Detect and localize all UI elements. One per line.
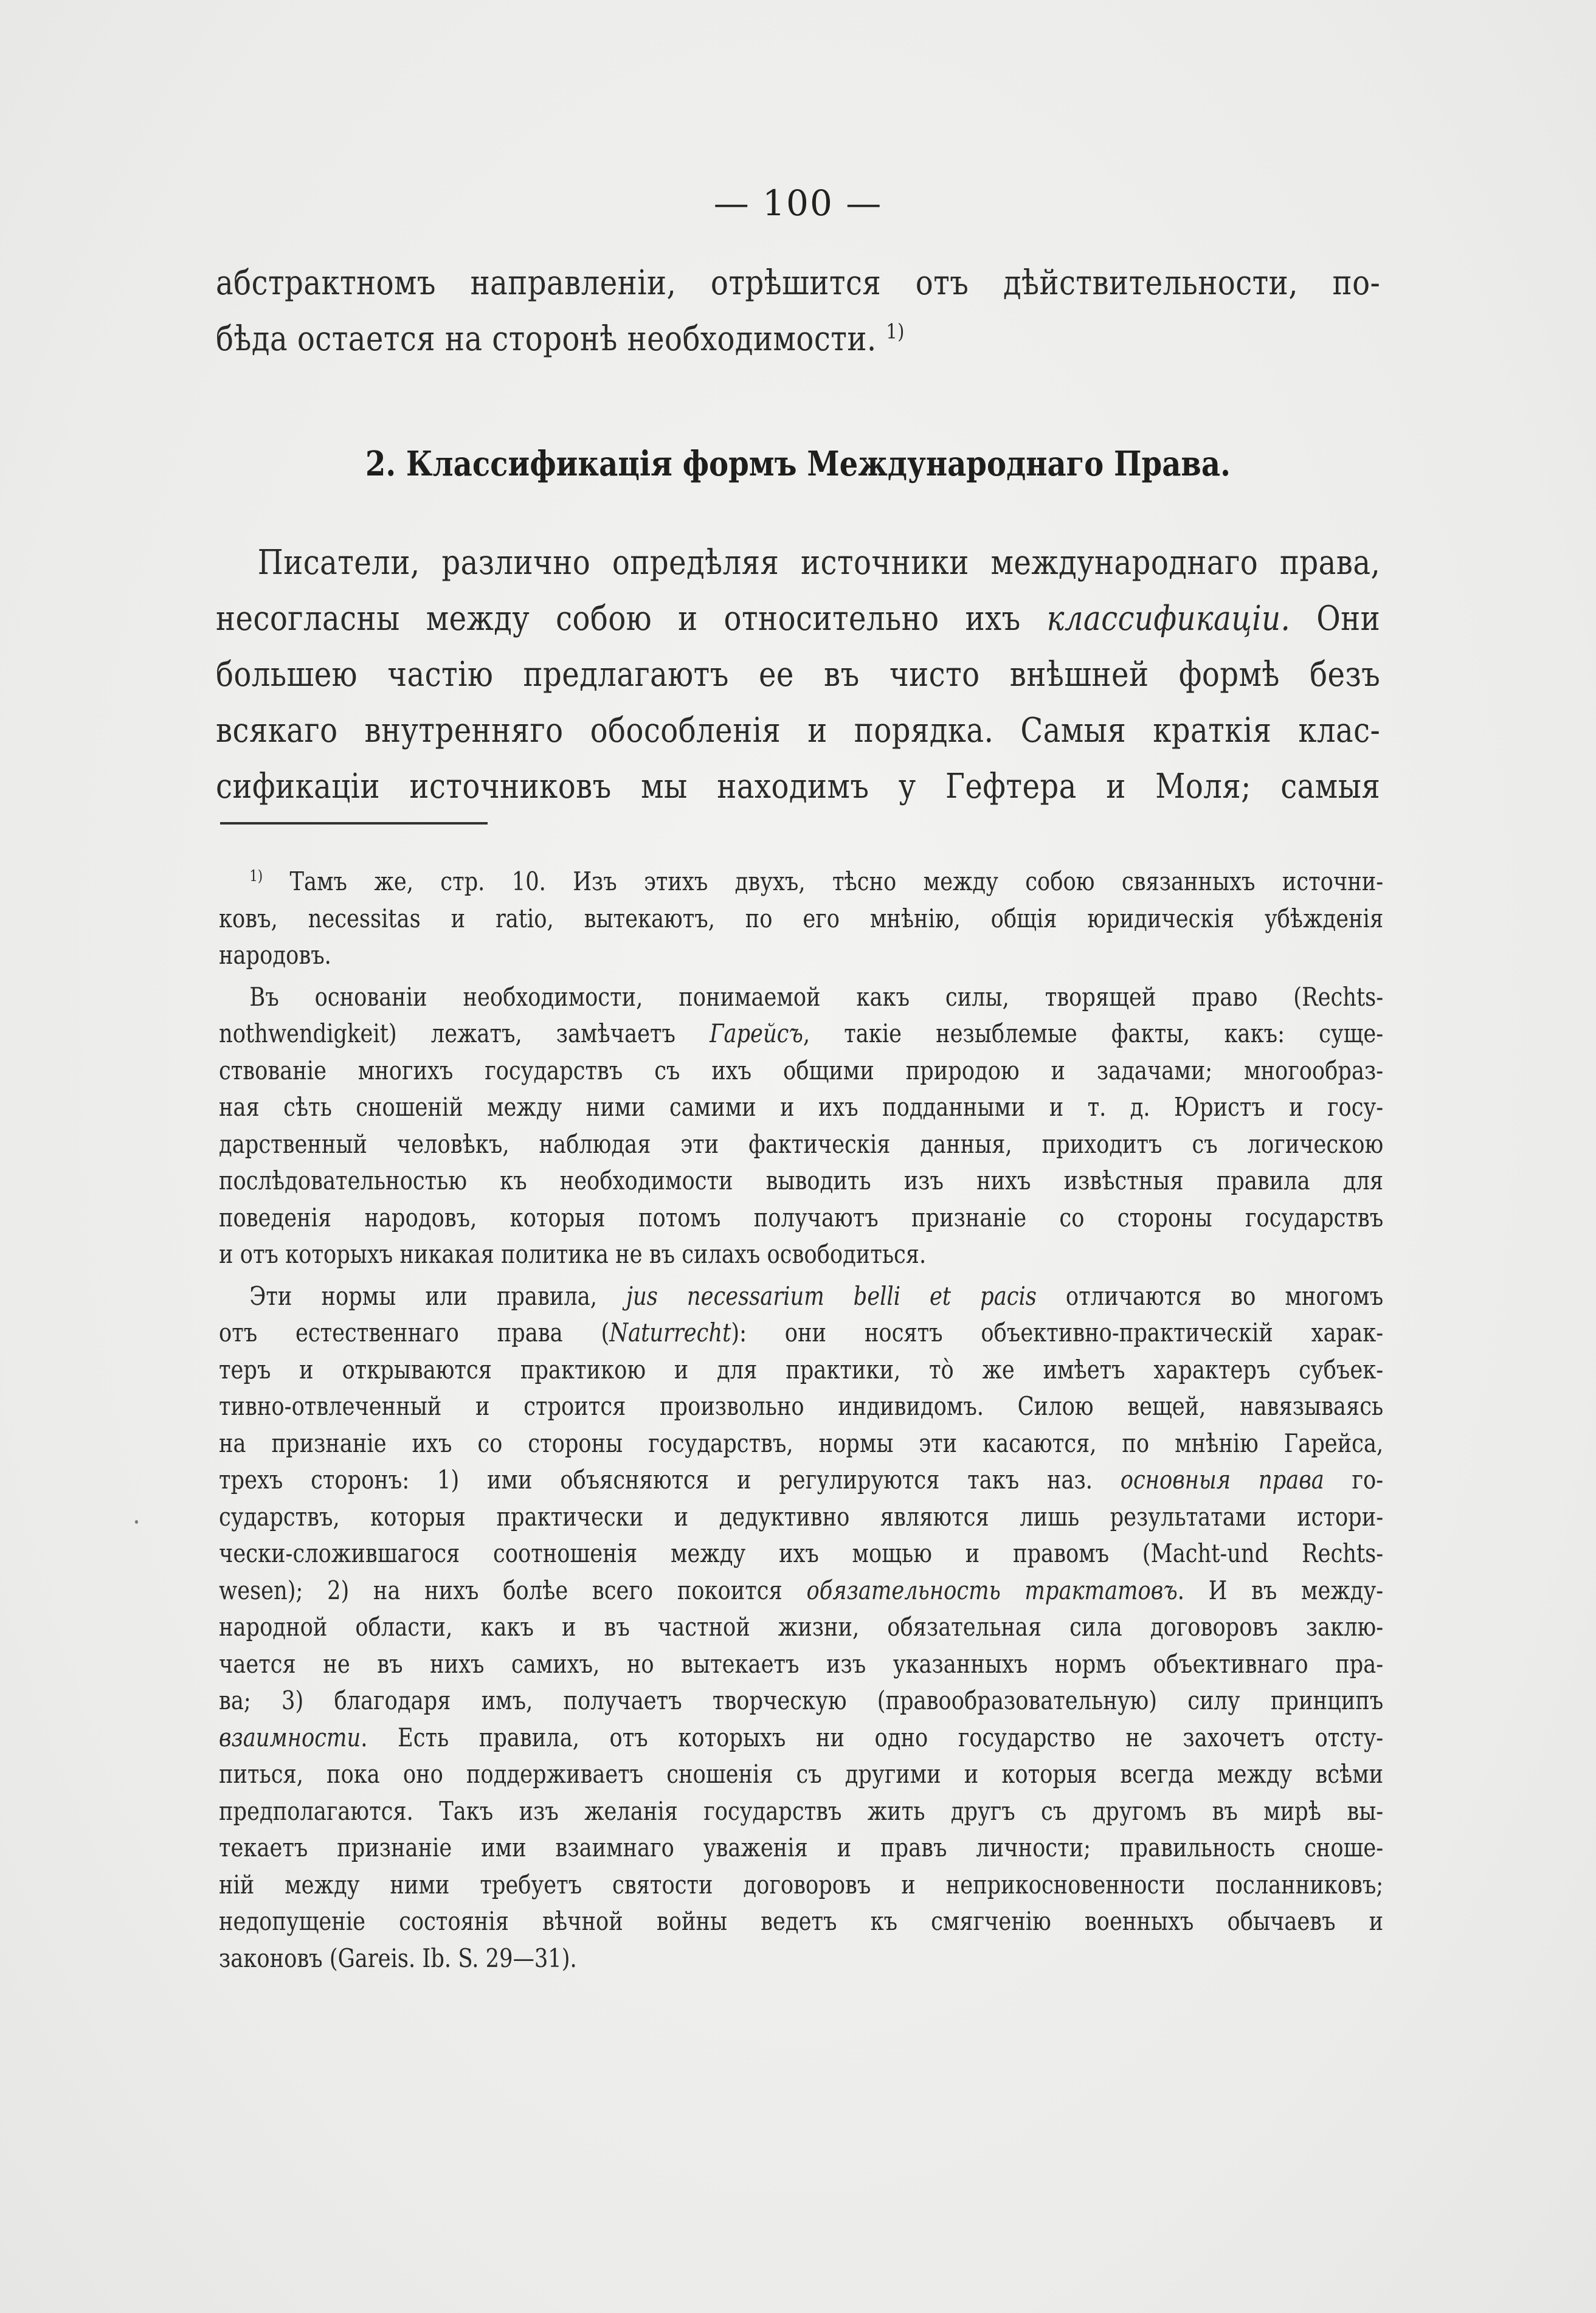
text-segment: Они xyxy=(1290,599,1381,638)
footnote-marker: 1) xyxy=(249,867,263,885)
footnote-line: на признаніе ихъ со стороны государствъ, нормы эти касаются, по мнѣнію Гарейса, xyxy=(219,1428,1384,1458)
footnote-line: народной области, какъ и въ частной жизни, обязательная сила договоровъ заклю- xyxy=(219,1612,1384,1642)
text-segment: трехъ сторонъ: 1) ими объясняются и регулируются такъ наз. xyxy=(219,1465,1121,1495)
footnote-ref[interactable]: 1) xyxy=(886,319,905,344)
footnote-line: дарственный человѣкъ, наблюдая эти фактическія данныя, приходитъ съ логическою xyxy=(219,1129,1384,1159)
text-line: Писатели, различно опредѣляя источники международнаго права, xyxy=(257,543,1381,583)
text-segment: го- xyxy=(1324,1465,1384,1495)
footnote-separator xyxy=(220,822,488,825)
footnote-line xyxy=(219,1462,1383,1499)
footnote-line: тивно-отвлеченный и строится произвольно индивидомъ. Силою вещей, навязываясь xyxy=(219,1391,1384,1421)
footnote-line: питься, пока оно поддерживаетъ сношенія съ другими и которыя всегда между всѣми xyxy=(219,1759,1384,1789)
footnote-line: сударствъ, которыя практически и дедуктивно являются лишь результатами истори- xyxy=(219,1501,1384,1532)
text-line xyxy=(216,591,1380,647)
italic-term: классификаціи. xyxy=(1046,599,1291,638)
continuation-text xyxy=(216,255,1380,367)
italic-name: Гарейсъ xyxy=(710,1018,803,1048)
text-segment: отъ естественнаго права ( xyxy=(219,1318,610,1347)
footnote-line: текаетъ признаніе ими взаимнаго уваженія и правъ личности; правильность сноше- xyxy=(219,1833,1384,1862)
footnote-line: ная сѣть сношеній между ними самими и ихъ подданными и т. д. Юристъ и госу- xyxy=(219,1092,1384,1122)
footnote-line: поведенія народовъ, которыя потомъ получаютъ признаніе со стороны государствъ xyxy=(219,1202,1384,1233)
text-line: сификаціи источниковъ мы находимъ у Гефтера и Моля; самыя xyxy=(216,767,1381,806)
footnote-line: Въ основаніи необходимости, понимаемой какъ силы, творящей право (Rechts- xyxy=(249,981,1384,1012)
footnote-line xyxy=(219,1315,1383,1352)
footnote-line: и отъ которыхъ никакая политика не въ силахъ освободиться. xyxy=(219,1239,927,1269)
footnote-line: предполагаются. Такъ изъ желанія государствъ жить другъ съ другомъ въ мирѣ вы- xyxy=(219,1796,1384,1826)
footnote-line: недопущеніе состоянія вѣчной войны ведетъ къ смягченію военныхъ обычаевъ и xyxy=(219,1906,1384,1936)
text-line: большею частію предлагаютъ ее въ чисто внѣшней формѣ безъ xyxy=(216,655,1381,694)
footnote-line: ковъ, necessitas и ratio, вытекаютъ, по его мнѣнію, общія юридическія убѣжденія xyxy=(219,903,1384,933)
text-segment: nothwendigkeit) лежатъ, замѣчаетъ xyxy=(219,1018,710,1048)
footnote-line: ній между ними требуетъ святости договоровъ и неприкосновенности посланниковъ; xyxy=(219,1869,1384,1900)
paragraph-1 xyxy=(216,535,1380,815)
footnote-line xyxy=(219,1278,1383,1315)
italic-german: Naturrecht xyxy=(609,1318,731,1347)
text-segment: Тамъ же, стр. 10. Изъ этихъ двухъ, тѣсно между собою связанныхъ источни- xyxy=(263,866,1384,896)
page-number: — 100 — xyxy=(713,182,883,224)
footnotes xyxy=(219,863,1383,1977)
text-segment: ): они носятъ объективно-практическій харак- xyxy=(731,1318,1384,1347)
footnote-line xyxy=(219,863,1383,901)
text-line: абстрактномъ направленіи, отрѣшится отъ дѣйствительности, по- xyxy=(216,263,1381,303)
italic-term: основныя права xyxy=(1120,1465,1324,1495)
footnote-line xyxy=(219,1720,1383,1757)
text-segment: Эти нормы или правила, xyxy=(249,1281,627,1311)
footnote-line: народовъ. xyxy=(219,940,331,970)
text-line: всякаго внутренняго обособленія и порядка. Самыя краткія клас- xyxy=(216,711,1381,750)
italic-latin: jus necessarium belli et pacis xyxy=(626,1281,1037,1311)
text-line xyxy=(216,311,1380,367)
text-segment: отличаются во многомъ xyxy=(1036,1281,1384,1311)
text-segment: . Есть правила, отъ которыхъ ни одно государство не захочетъ отсту- xyxy=(361,1722,1384,1752)
text-line-content: бѣда остается на сторонѣ необходимости. xyxy=(216,319,877,359)
footnote-line: чески-сложившагося соотношенія между ихъ мощью и правомъ (Macht-und Rechts- xyxy=(219,1538,1384,1568)
italic-term: взаимности xyxy=(219,1722,361,1752)
paper-speck xyxy=(135,1520,138,1524)
footnote-line: чается не въ нихъ самихъ, но вытекаетъ изъ указанныхъ нормъ объективнаго пра- xyxy=(219,1648,1384,1679)
section-heading xyxy=(0,444,1596,484)
text-segment: wesen); 2) на нихъ болѣе всего покоится xyxy=(219,1575,807,1605)
footnote-line: ва; 3) благодаря имъ, получаетъ творческую (правообразовательную) силу принципъ xyxy=(219,1685,1384,1715)
footnote-line: законовъ (Gareis. Ib. S. 29—31). xyxy=(219,1943,577,1973)
footnote-line xyxy=(219,1572,1383,1609)
text-segment: , такіе незыблемые факты, какъ: суще- xyxy=(803,1018,1384,1048)
section-heading-text: 2. Классификація формъ Международнаго Права. xyxy=(365,444,1231,484)
footnote-line xyxy=(219,1015,1383,1053)
footnote-line: послѣдовательностью къ необходимости выводить изъ нихъ извѣстныя правила для xyxy=(219,1166,1384,1195)
text-segment: несогласны между собою и относительно ихъ xyxy=(216,599,1047,638)
text-segment: . И въ между- xyxy=(1177,1575,1384,1605)
footnote-line: ствованіе многихъ государствъ съ ихъ общими природою и задачами; многообраз- xyxy=(219,1055,1384,1085)
footnote-line: теръ и открываются практикою и для практики, тò же имѣетъ характеръ субъек- xyxy=(219,1354,1384,1385)
italic-term: обязательность трактатовъ xyxy=(806,1575,1178,1605)
